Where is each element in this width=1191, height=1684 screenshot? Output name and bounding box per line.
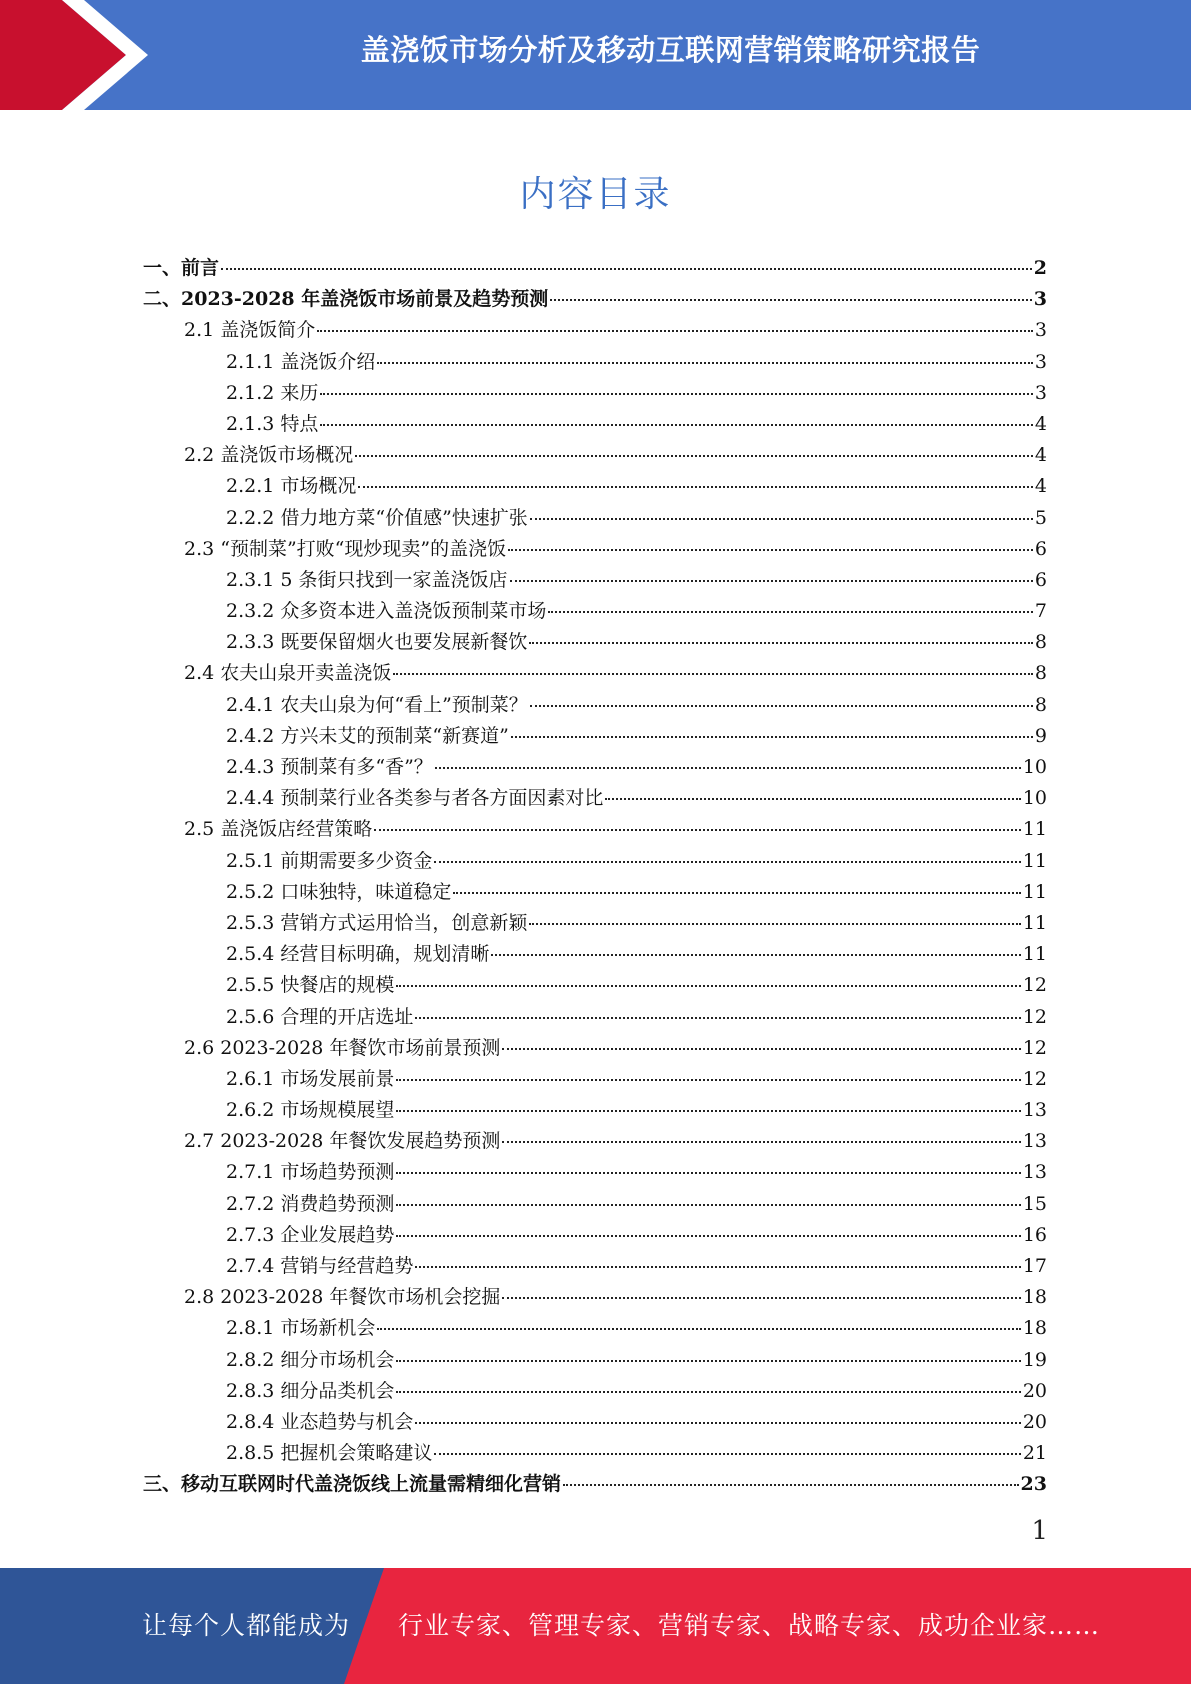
toc-dot-leader (529, 641, 1033, 644)
toc-dot-leader (453, 891, 1020, 894)
toc-entry[interactable] (143, 1126, 1047, 1157)
toc-dot-leader (396, 1109, 1020, 1112)
toc-dot-leader (393, 672, 1033, 675)
toc-dot-leader (530, 517, 1033, 520)
toc-dot-leader (396, 1359, 1020, 1362)
toc-entry-page: 8 (1034, 662, 1047, 685)
toc-dot-leader (530, 704, 1033, 707)
toc-entry[interactable] (143, 1189, 1047, 1220)
toc-dot-leader (377, 361, 1033, 364)
toc-entry-page: 12 (1022, 1005, 1047, 1028)
toc-entry-title: 一、前言 (143, 257, 220, 279)
toc-entry[interactable] (143, 752, 1047, 783)
report-header-banner (0, 0, 1191, 110)
toc-entry[interactable] (143, 1033, 1047, 1064)
toc-dot-leader (502, 1296, 1020, 1299)
toc-entry[interactable] (143, 284, 1047, 315)
toc-dot-leader (317, 329, 1033, 332)
toc-entry-page: 20 (1022, 1379, 1047, 1402)
toc-entry-page: 20 (1022, 1410, 1047, 1433)
toc-entry[interactable] (143, 409, 1047, 440)
toc-entry-title: 2.4 农夫山泉开卖盖浇饭 (184, 662, 392, 685)
toc-dot-leader (355, 454, 1033, 457)
toc-entry-page: 10 (1022, 756, 1047, 778)
toc-dot-leader (396, 1171, 1020, 1174)
toc-entry-page: 7 (1034, 600, 1047, 623)
toc-entry-title: 2.8.1 市场新机会 (226, 1317, 376, 1340)
toc-dot-leader (434, 860, 1020, 863)
toc-entry-title: 2.5.6 合理的开店选址 (226, 1005, 414, 1028)
toc-entry[interactable] (143, 690, 1047, 721)
toc-entry-page: 13 (1022, 1130, 1047, 1153)
toc-entry-page: 8 (1034, 631, 1047, 654)
toc-entry[interactable] (143, 1282, 1047, 1313)
toc-entry-title: 三、移动互联网时代盖浇饭线上流量需精细化营销 (143, 1473, 562, 1496)
toc-entry-title: 2.7.4 营销与经营趋势 (226, 1255, 414, 1277)
toc-entry[interactable] (143, 783, 1047, 814)
toc-entry-title: 2.8.5 把握机会策略建议 (226, 1442, 433, 1465)
toc-entry[interactable] (143, 1438, 1047, 1469)
footer-roles: 行业专家、管理专家、营销专家、战略专家、成功企业家…… (398, 1611, 1101, 1640)
toc-entry-page: 8 (1034, 693, 1047, 716)
toc-entry-title: 2.7.3 企业发展趋势 (226, 1223, 395, 1246)
toc-entry-page: 11 (1022, 849, 1047, 872)
toc-entry[interactable] (143, 1345, 1047, 1376)
toc-entry-title: 2.8 2023-2028 年餐饮市场机会挖掘 (184, 1286, 501, 1309)
toc-dot-leader (605, 797, 1020, 800)
toc-entry[interactable] (143, 534, 1047, 565)
toc-entry[interactable] (143, 1407, 1047, 1438)
toc-entry-title: 2.5.4 经营目标明确，规划清晰 (226, 943, 490, 966)
toc-entry-title: 二、2023-2028 年盖浇饭市场前景及趋势预测 (143, 288, 549, 311)
toc-entry[interactable] (143, 1469, 1047, 1500)
toc-entry-page: 3 (1034, 381, 1047, 404)
toc-entry-title: 2.6.2 市场规模展望 (226, 1099, 395, 1122)
toc-dot-leader (510, 579, 1033, 582)
toc-entry-page: 12 (1022, 1067, 1047, 1090)
toc-entry-title: 2.6 2023-2028 年餐饮市场前景预测 (184, 1036, 501, 1059)
toc-entry-page: 12 (1022, 1036, 1047, 1059)
toc-entry-page: 18 (1022, 1317, 1047, 1340)
toc-entry[interactable] (143, 1157, 1047, 1188)
toc-entry-page: 17 (1022, 1255, 1047, 1277)
toc-entry[interactable] (143, 1313, 1047, 1344)
footer-slogan: 让每个人都能成为 (142, 1611, 351, 1640)
toc-entry-page: 13 (1022, 1161, 1047, 1184)
toc-dot-leader (396, 984, 1020, 987)
toc-dot-leader (221, 267, 1032, 270)
toc-entry-title: 2.2 盖浇饭市场概况 (184, 444, 354, 467)
toc-entry-page: 4 (1034, 444, 1047, 467)
toc-entry[interactable] (143, 378, 1047, 409)
toc-entry-page: 11 (1022, 818, 1047, 841)
toc-dot-leader (502, 1140, 1020, 1143)
toc-entry-page: 3 (1033, 288, 1047, 311)
toc-entry[interactable] (143, 471, 1047, 502)
toc-entry-page: 11 (1022, 880, 1047, 903)
toc-dot-leader (434, 1452, 1020, 1455)
toc-dot-leader (374, 828, 1021, 831)
toc-entry[interactable] (143, 970, 1047, 1001)
toc-entry-page: 6 (1034, 568, 1047, 591)
toc-dot-leader (563, 1483, 1019, 1486)
toc-entry-title: 2.3 “预制菜”打败“现炒现卖”的盖浇饭 (184, 537, 507, 560)
toc-dot-leader (415, 1265, 1020, 1268)
toc-entry-page: 9 (1034, 724, 1047, 747)
toc-entry[interactable] (143, 627, 1047, 658)
toc-entry[interactable] (143, 846, 1047, 877)
toc-entry[interactable] (143, 721, 1047, 752)
toc-entry[interactable] (143, 347, 1047, 378)
toc-entry[interactable] (143, 1251, 1047, 1282)
toc-dot-leader (415, 1421, 1020, 1424)
toc-entry-title: 2.3.2 众多资本进入盖浇饭预制菜市场 (226, 600, 547, 623)
toc-entry-page: 18 (1022, 1286, 1047, 1309)
toc-dot-leader (529, 922, 1020, 925)
toc-dot-leader (320, 423, 1033, 426)
toc-entry-page: 11 (1022, 943, 1047, 966)
toc-entry-page: 21 (1022, 1442, 1047, 1465)
header-arrow-decoration (0, 0, 160, 110)
toc-entry[interactable] (143, 315, 1047, 346)
toc-entry-page: 4 (1034, 412, 1047, 435)
toc-entry-page: 16 (1022, 1223, 1047, 1246)
toc-entry[interactable] (143, 658, 1047, 689)
toc-entry-page: 4 (1034, 475, 1047, 498)
toc-entry-title: 2.8.2 细分市场机会 (226, 1348, 395, 1371)
toc-entry[interactable] (143, 877, 1047, 908)
table-of-contents (143, 253, 1047, 1501)
toc-entry[interactable] (143, 565, 1047, 596)
toc-entry-page: 10 (1022, 787, 1047, 810)
toc-entry-page: 3 (1034, 350, 1047, 373)
toc-entry-page: 15 (1022, 1192, 1047, 1215)
toc-entry-title: 2.2.1 市场概况 (226, 475, 357, 498)
toc-entry[interactable] (143, 1002, 1047, 1033)
footer-banner (0, 1568, 1191, 1684)
toc-heading: 内容目录 (519, 174, 672, 215)
toc-dot-leader (396, 1234, 1020, 1237)
toc-dot-leader (502, 1047, 1020, 1050)
toc-entry[interactable] (143, 908, 1047, 939)
toc-entry-title: 2.1.3 特点 (226, 412, 319, 435)
toc-entry[interactable] (143, 503, 1047, 534)
toc-entry-title: 2.5.1 前期需要多少资金 (226, 849, 433, 872)
toc-dot-leader (396, 1203, 1020, 1206)
toc-entry-title: 2.6.1 市场发展前景 (226, 1067, 395, 1090)
toc-entry-page: 2 (1033, 257, 1047, 279)
toc-entry-title: 2.7.2 消费趋势预测 (226, 1192, 395, 1215)
toc-entry[interactable] (143, 440, 1047, 471)
toc-dot-leader (358, 485, 1033, 488)
toc-dot-leader (511, 735, 1033, 738)
toc-entry-page: 6 (1034, 537, 1047, 560)
toc-dot-leader (396, 1078, 1020, 1081)
toc-entry-title: 2.8.4 业态趋势与机会 (226, 1410, 414, 1433)
toc-entry-title: 2.8.3 细分品类机会 (226, 1379, 395, 1402)
toc-entry-page: 5 (1034, 506, 1047, 529)
toc-dot-leader (491, 953, 1020, 956)
toc-entry-page: 3 (1034, 319, 1047, 342)
toc-entry-title: 2.5.2 口味独特，味道稳定 (226, 880, 452, 903)
toc-entry-page: 11 (1022, 911, 1047, 934)
toc-entry-title: 2.5 盖浇饭店经营策略 (184, 818, 373, 841)
toc-dot-leader (548, 610, 1033, 613)
toc-entry-page: 13 (1022, 1099, 1047, 1122)
toc-entry[interactable] (143, 1064, 1047, 1095)
toc-entry[interactable] (143, 939, 1047, 970)
toc-entry-title: 2.7.1 市场趋势预测 (226, 1161, 395, 1184)
toc-dot-leader (508, 548, 1033, 551)
toc-dot-leader (396, 1390, 1020, 1393)
toc-entry-title: 2.1.2 来历 (226, 381, 319, 404)
toc-entry-page: 12 (1022, 974, 1047, 997)
toc-entry-title: 2.4.4 预制菜行业各类参与者各方面因素对比 (226, 787, 604, 810)
page-number: 1 (1031, 1516, 1048, 1546)
toc-entry[interactable] (143, 814, 1047, 845)
toc-entry-title: 2.7 2023-2028 年餐饮发展趋势预测 (184, 1130, 501, 1153)
toc-entry-page: 23 (1020, 1473, 1047, 1496)
toc-entry-page: 19 (1022, 1348, 1047, 1371)
toc-entry-title: 2.4.3 预制菜有多“香”？ (226, 756, 433, 778)
toc-entry-title: 2.2.2 借力地方菜“价值感”快速扩张 (226, 506, 528, 529)
toc-entry-title: 2.1 盖浇饭简介 (184, 319, 316, 342)
toc-entry[interactable] (143, 253, 1047, 284)
toc-entry-title: 2.1.1 盖浇饭介绍 (226, 350, 376, 373)
report-title: 盖浇饭市场分析及移动互联网营销策略研究报告 (360, 33, 981, 67)
toc-entry[interactable] (143, 1376, 1047, 1407)
toc-entry[interactable] (143, 596, 1047, 627)
toc-entry[interactable] (143, 1220, 1047, 1251)
toc-entry-title: 2.5.3 营销方式运用恰当，创意新颖 (226, 911, 528, 934)
toc-dot-leader (320, 392, 1033, 395)
toc-entry-title: 2.4.2 方兴未艾的预制菜“新赛道” (226, 724, 509, 747)
toc-dot-leader (435, 766, 1021, 769)
toc-entry-title: 2.5.5 快餐店的规模 (226, 974, 395, 997)
toc-dot-leader (415, 1016, 1020, 1019)
toc-entry-title: 2.4.1 农夫山泉为何“看上”预制菜？ (226, 693, 528, 716)
toc-entry-title: 2.3.3 既要保留烟火也要发展新餐饮 (226, 631, 528, 654)
toc-entry-title: 2.3.1 5 条街只找到一家盖浇饭店 (226, 568, 508, 591)
toc-dot-leader (550, 298, 1032, 301)
toc-entry[interactable] (143, 1095, 1047, 1126)
toc-dot-leader (377, 1327, 1020, 1330)
